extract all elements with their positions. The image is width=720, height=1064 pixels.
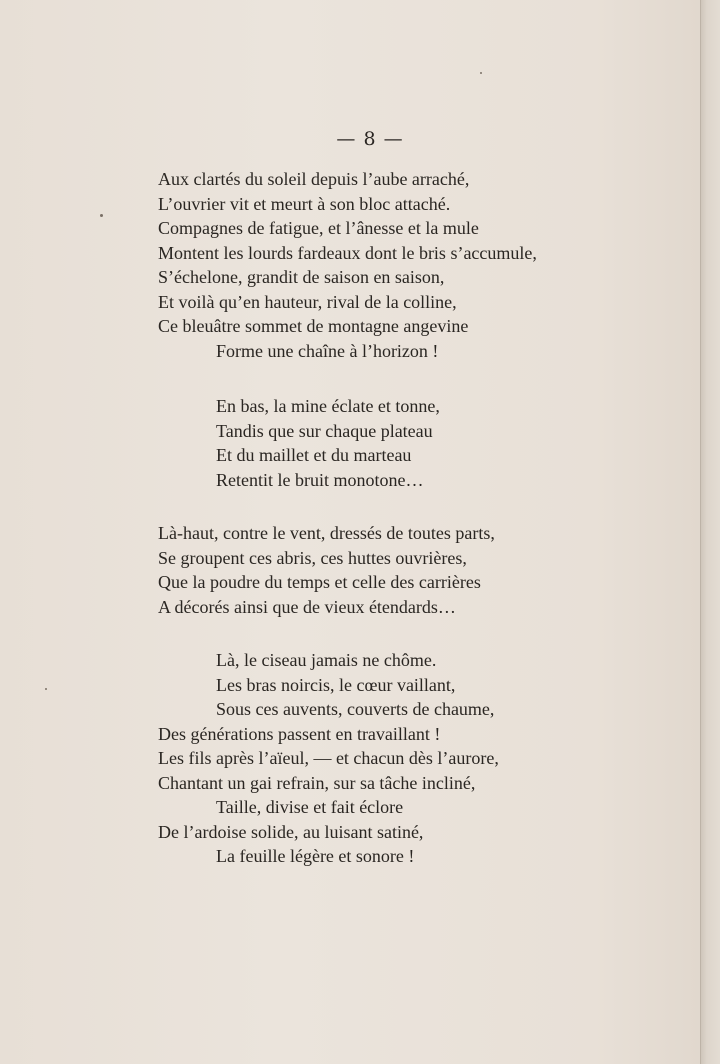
poem-line: Ce bleuâtre sommet de montagne angevine (158, 316, 469, 336)
poem-line: Les fils après l’aïeul, — et chacun dès l’aurore, (158, 748, 499, 768)
page-edge (700, 0, 720, 1064)
stanza-2 (158, 394, 440, 492)
poem-line: Forme une chaîne à l’horizon ! (216, 340, 439, 361)
poem-line: La feuille légère et sonore ! (216, 846, 415, 866)
poem-line: Des générations passent en travaillant ! (158, 723, 441, 744)
poem-line: Tandis que sur chaque plateau (216, 420, 433, 441)
poem-line: Aux clartés du soleil depuis l’aube arraché, (158, 169, 470, 189)
stanza-1 (158, 167, 537, 363)
poem-line: Se groupent ces abris, ces huttes ouvrières, (158, 547, 467, 568)
poem-line: Sous ces auvents, couverts de chaume, (216, 699, 495, 719)
poem-line: L’ouvrier vit et meurt à son bloc attaché. (158, 193, 451, 214)
poem-line: De l’ardoise solide, au luisant satiné, (158, 821, 424, 842)
poem-line: Les bras noircis, le cœur vaillant, (216, 674, 456, 695)
poem-line: Et voilà qu’en hauteur, rival de la colline, (158, 291, 457, 312)
poem-line: Montent les lourds fardeaux dont le bris s’accumule, (158, 242, 537, 263)
poem-line: Là, le ciseau jamais ne chôme. (216, 650, 437, 670)
poem-line: Et du maillet et du marteau (216, 445, 412, 465)
poem-line: Compagnes de fatigue, et l’ânesse et la mule (158, 218, 479, 238)
poem-line: Que la poudre du temps et celle des carrières (158, 572, 481, 592)
poem-line: Chantant un gai refrain, sur sa tâche incliné, (158, 772, 476, 793)
paper-speck (480, 72, 482, 74)
poem-line: En bas, la mine éclate et tonne, (216, 396, 440, 416)
stanza-4 (158, 648, 499, 869)
poem-line: Taille, divise et fait éclore (216, 797, 404, 817)
poem-line: A décorés ainsi que de vieux étendards… (158, 596, 456, 617)
page-number: — 8 — (336, 128, 404, 150)
poem-line: Là-haut, contre le vent, dressés de toutes parts, (158, 523, 495, 543)
stanza-3 (158, 521, 495, 619)
paper-speck (100, 214, 103, 217)
poem-line: Retentit le bruit monotone… (216, 469, 424, 490)
paper-speck (45, 688, 47, 690)
poem-line: S’échelone, grandit de saison en saison, (158, 267, 445, 287)
